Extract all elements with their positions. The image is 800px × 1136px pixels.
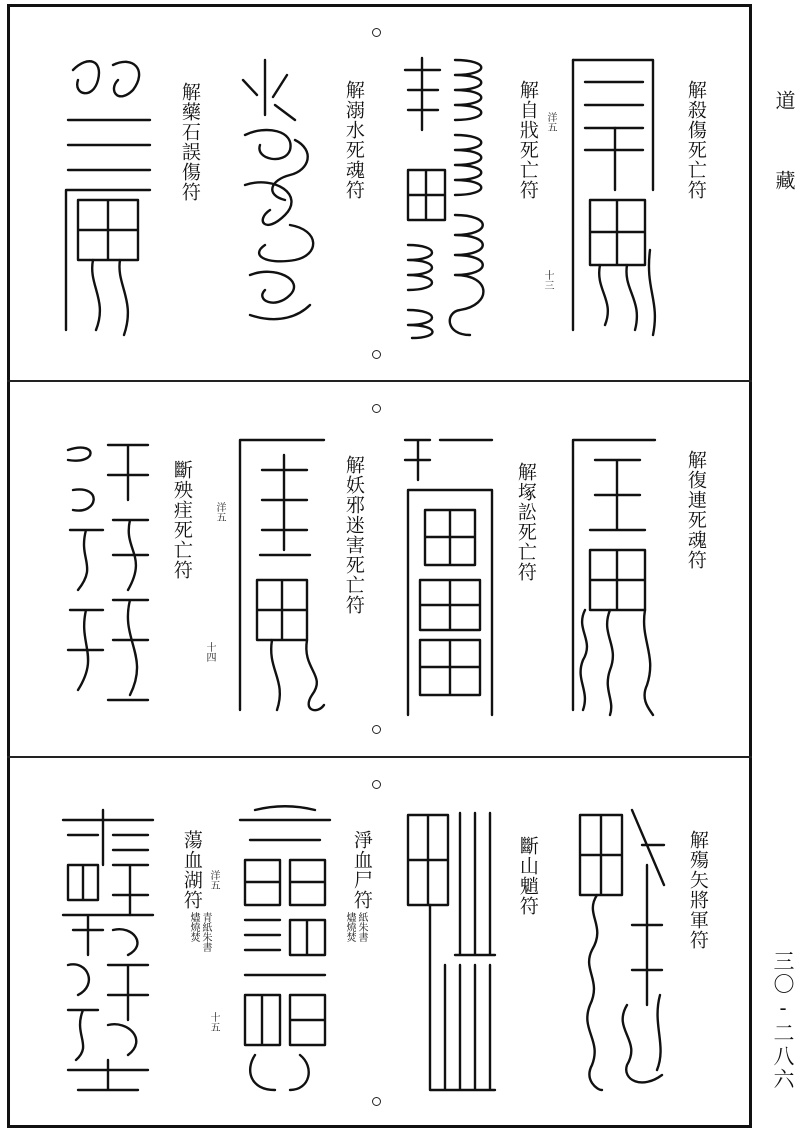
binding-ring — [372, 1097, 381, 1106]
page-number: 三〇-二八六 — [771, 950, 795, 1091]
talisman-drawing — [58, 50, 158, 340]
talisman-number: 十四 — [204, 642, 215, 662]
talisman-drawing — [58, 430, 158, 720]
talisman-drawing — [572, 805, 672, 1095]
paper-note: 紙朱書 — [356, 912, 367, 942]
binding-ring — [372, 404, 381, 413]
section-divider — [7, 756, 752, 758]
talisman-drawing — [232, 430, 332, 720]
talisman-drawing — [400, 430, 500, 720]
talisman-title: 解藥石誤傷符 — [178, 82, 201, 202]
talisman-title: 解自戕死亡符 — [516, 80, 539, 200]
binding-ring — [372, 780, 381, 789]
talisman-title: 解妖邪迷害死亡符 — [342, 455, 365, 615]
talisman-drawing — [400, 50, 500, 340]
talisman-title: 蕩血湖符 — [180, 830, 203, 910]
paper-note: 燼燒焚 — [188, 912, 199, 942]
talisman-title: 淨血尸符 — [350, 830, 373, 910]
talisman-drawing — [58, 805, 158, 1095]
paper-note: 青紙朱書 — [200, 912, 211, 952]
talisman-drawing — [400, 805, 500, 1095]
edition-note: 洋五 — [208, 870, 219, 890]
talisman-title: 解殺傷死亡符 — [684, 80, 707, 200]
talisman-drawing — [235, 55, 325, 335]
binding-ring — [372, 725, 381, 734]
talisman-number: 十三 — [542, 270, 553, 290]
talisman-drawing — [235, 805, 335, 1095]
talisman-title: 解復連死魂符 — [684, 450, 707, 570]
talisman-drawing — [565, 430, 665, 720]
paper-note: 燼燒焚 — [344, 912, 355, 942]
talisman-title: 解殤矢將軍符 — [686, 830, 709, 950]
talisman-title: 斷山魈符 — [516, 836, 539, 916]
section-divider — [7, 380, 752, 382]
talisman-title: 斷殃疰死亡符 — [170, 460, 193, 580]
talisman-title: 解塚訟死亡符 — [514, 462, 537, 582]
binding-ring — [372, 350, 381, 359]
binding-ring — [372, 28, 381, 37]
talisman-number: 十五 — [208, 1012, 219, 1032]
edition-note: 洋五 — [214, 502, 225, 522]
edition-note: 洋五 — [545, 112, 556, 132]
talisman-drawing — [565, 50, 665, 340]
talisman-title: 解溺水死魂符 — [342, 80, 365, 200]
book-title: 道 藏 — [772, 90, 796, 208]
